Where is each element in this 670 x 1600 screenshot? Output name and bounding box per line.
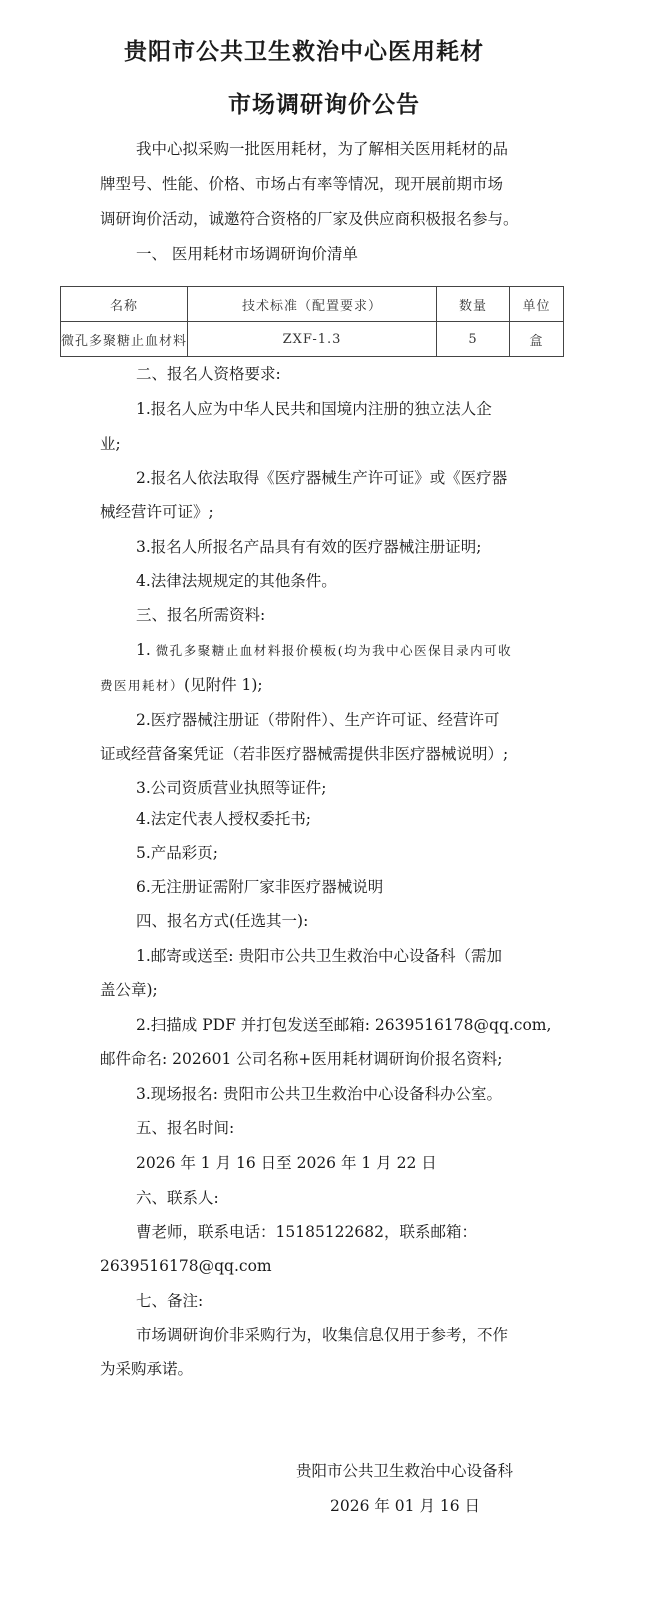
header-name: 名称: [61, 287, 188, 322]
section3-item1-text-cont: 费医用耗材）: [100, 678, 185, 693]
section3-line: 3.公司资质营业执照等证件;: [136, 779, 327, 797]
section3-item1-number: 1.: [136, 641, 151, 659]
registration-period: 2026 年 1 月 16 日至 2026 年 1 月 22 日: [136, 1154, 437, 1172]
section1-heading: 一、 医用耗材市场调研询价清单: [136, 245, 358, 263]
section3-item1-line1: [136, 633, 596, 668]
section3-line: 6.无注册证需附厂家非医疗器械说明: [136, 878, 384, 896]
section4-line: 盖公章);: [100, 981, 158, 999]
cell-spec: ZXF-1.3: [188, 322, 437, 357]
section4-heading: 四、报名方式(任选其一):: [136, 912, 309, 930]
table-row: [61, 322, 564, 357]
section4-line: 邮件命名: 202601 公司名称+医用耗材调研询价报名资料;: [100, 1050, 503, 1068]
section2-line: 3.报名人所报名产品具有有效的医疗器械注册证明;: [136, 538, 482, 556]
document-title-line2: 市场调研询价公告: [228, 92, 420, 118]
section3-line: 4.法定代表人授权委托书;: [136, 810, 312, 828]
section3-item1-text: 微孔多聚糖止血材料报价模板(均为我中心医保目录内可收: [155, 643, 513, 658]
section2-line: 4.法律法规规定的其他条件。: [136, 572, 337, 590]
section2-line: 械经营许可证》;: [100, 503, 214, 521]
signature-organization: 贵阳市公共卫生救治中心设备科: [296, 1462, 514, 1480]
intro-line-3: 调研询价活动，诚邀符合资格的厂家及供应商积极报名参与。: [100, 210, 519, 228]
cell-quantity: 5: [437, 322, 510, 357]
contact-line: 曹老师，联系电话：15185122682，联系邮箱：: [136, 1223, 477, 1241]
contact-email: 2639516178@qq.com: [100, 1257, 272, 1275]
header-quantity: 数量: [437, 287, 510, 322]
section3-item1-line2: [100, 668, 560, 703]
section2-line: 业;: [100, 435, 121, 453]
section3-line: 5.产品彩页;: [136, 844, 219, 862]
header-unit: 单位: [510, 287, 564, 322]
intro-line-2: 牌型号、性能、价格、市场占有率等情况，现开展前期市场: [100, 175, 504, 193]
section5-heading: 五、报名时间:: [136, 1119, 235, 1137]
document-title-line1: 贵阳市公共卫生救治中心医用耗材: [124, 39, 484, 65]
table-header-row: [61, 287, 564, 322]
section3-item1-attachment: (见附件 1);: [184, 676, 263, 694]
section2-line: 2.报名人依法取得《医疗器械生产许可证》或《医疗器: [136, 469, 508, 487]
cell-unit: 盒: [510, 322, 564, 357]
section2-heading: 二、报名人资格要求:: [136, 365, 281, 383]
section4-line: 2.扫描成 PDF 并打包发送至邮箱: 2639516178@qq.com,: [136, 1016, 552, 1034]
section2-line: 1.报名人应为中华人民共和国境内注册的独立法人企: [136, 400, 492, 418]
section7-heading: 七、备注:: [136, 1292, 204, 1310]
intro-line-1: 我中心拟采购一批医用耗材，为了解相关医用耗材的品: [136, 140, 509, 158]
header-spec: 技术标准（配置要求）: [188, 287, 437, 322]
remarks-line: 市场调研询价非采购行为，收集信息仅用于参考，不作: [136, 1326, 509, 1344]
remarks-line: 为采购承诺。: [100, 1360, 194, 1378]
signature-date: 2026 年 01 月 16 日: [330, 1497, 481, 1515]
section3-line: 2.医疗器械注册证（带附件）、生产许可证、经营许可: [136, 711, 500, 729]
price-inquiry-table: [60, 286, 564, 357]
section3-heading: 三、报名所需资料:: [136, 606, 266, 624]
section4-line: 3.现场报名: 贵阳市公共卫生救治中心设备科办公室。: [136, 1085, 502, 1103]
section4-line: 1.邮寄或送至: 贵阳市公共卫生救治中心设备科（需加: [136, 947, 502, 965]
section6-heading: 六、联系人:: [136, 1189, 219, 1207]
cell-name: 微孔多聚糖止血材料: [61, 322, 188, 357]
section3-line: 证或经营备案凭证（若非医疗器械需提供非医疗器械说明）;: [100, 745, 509, 763]
